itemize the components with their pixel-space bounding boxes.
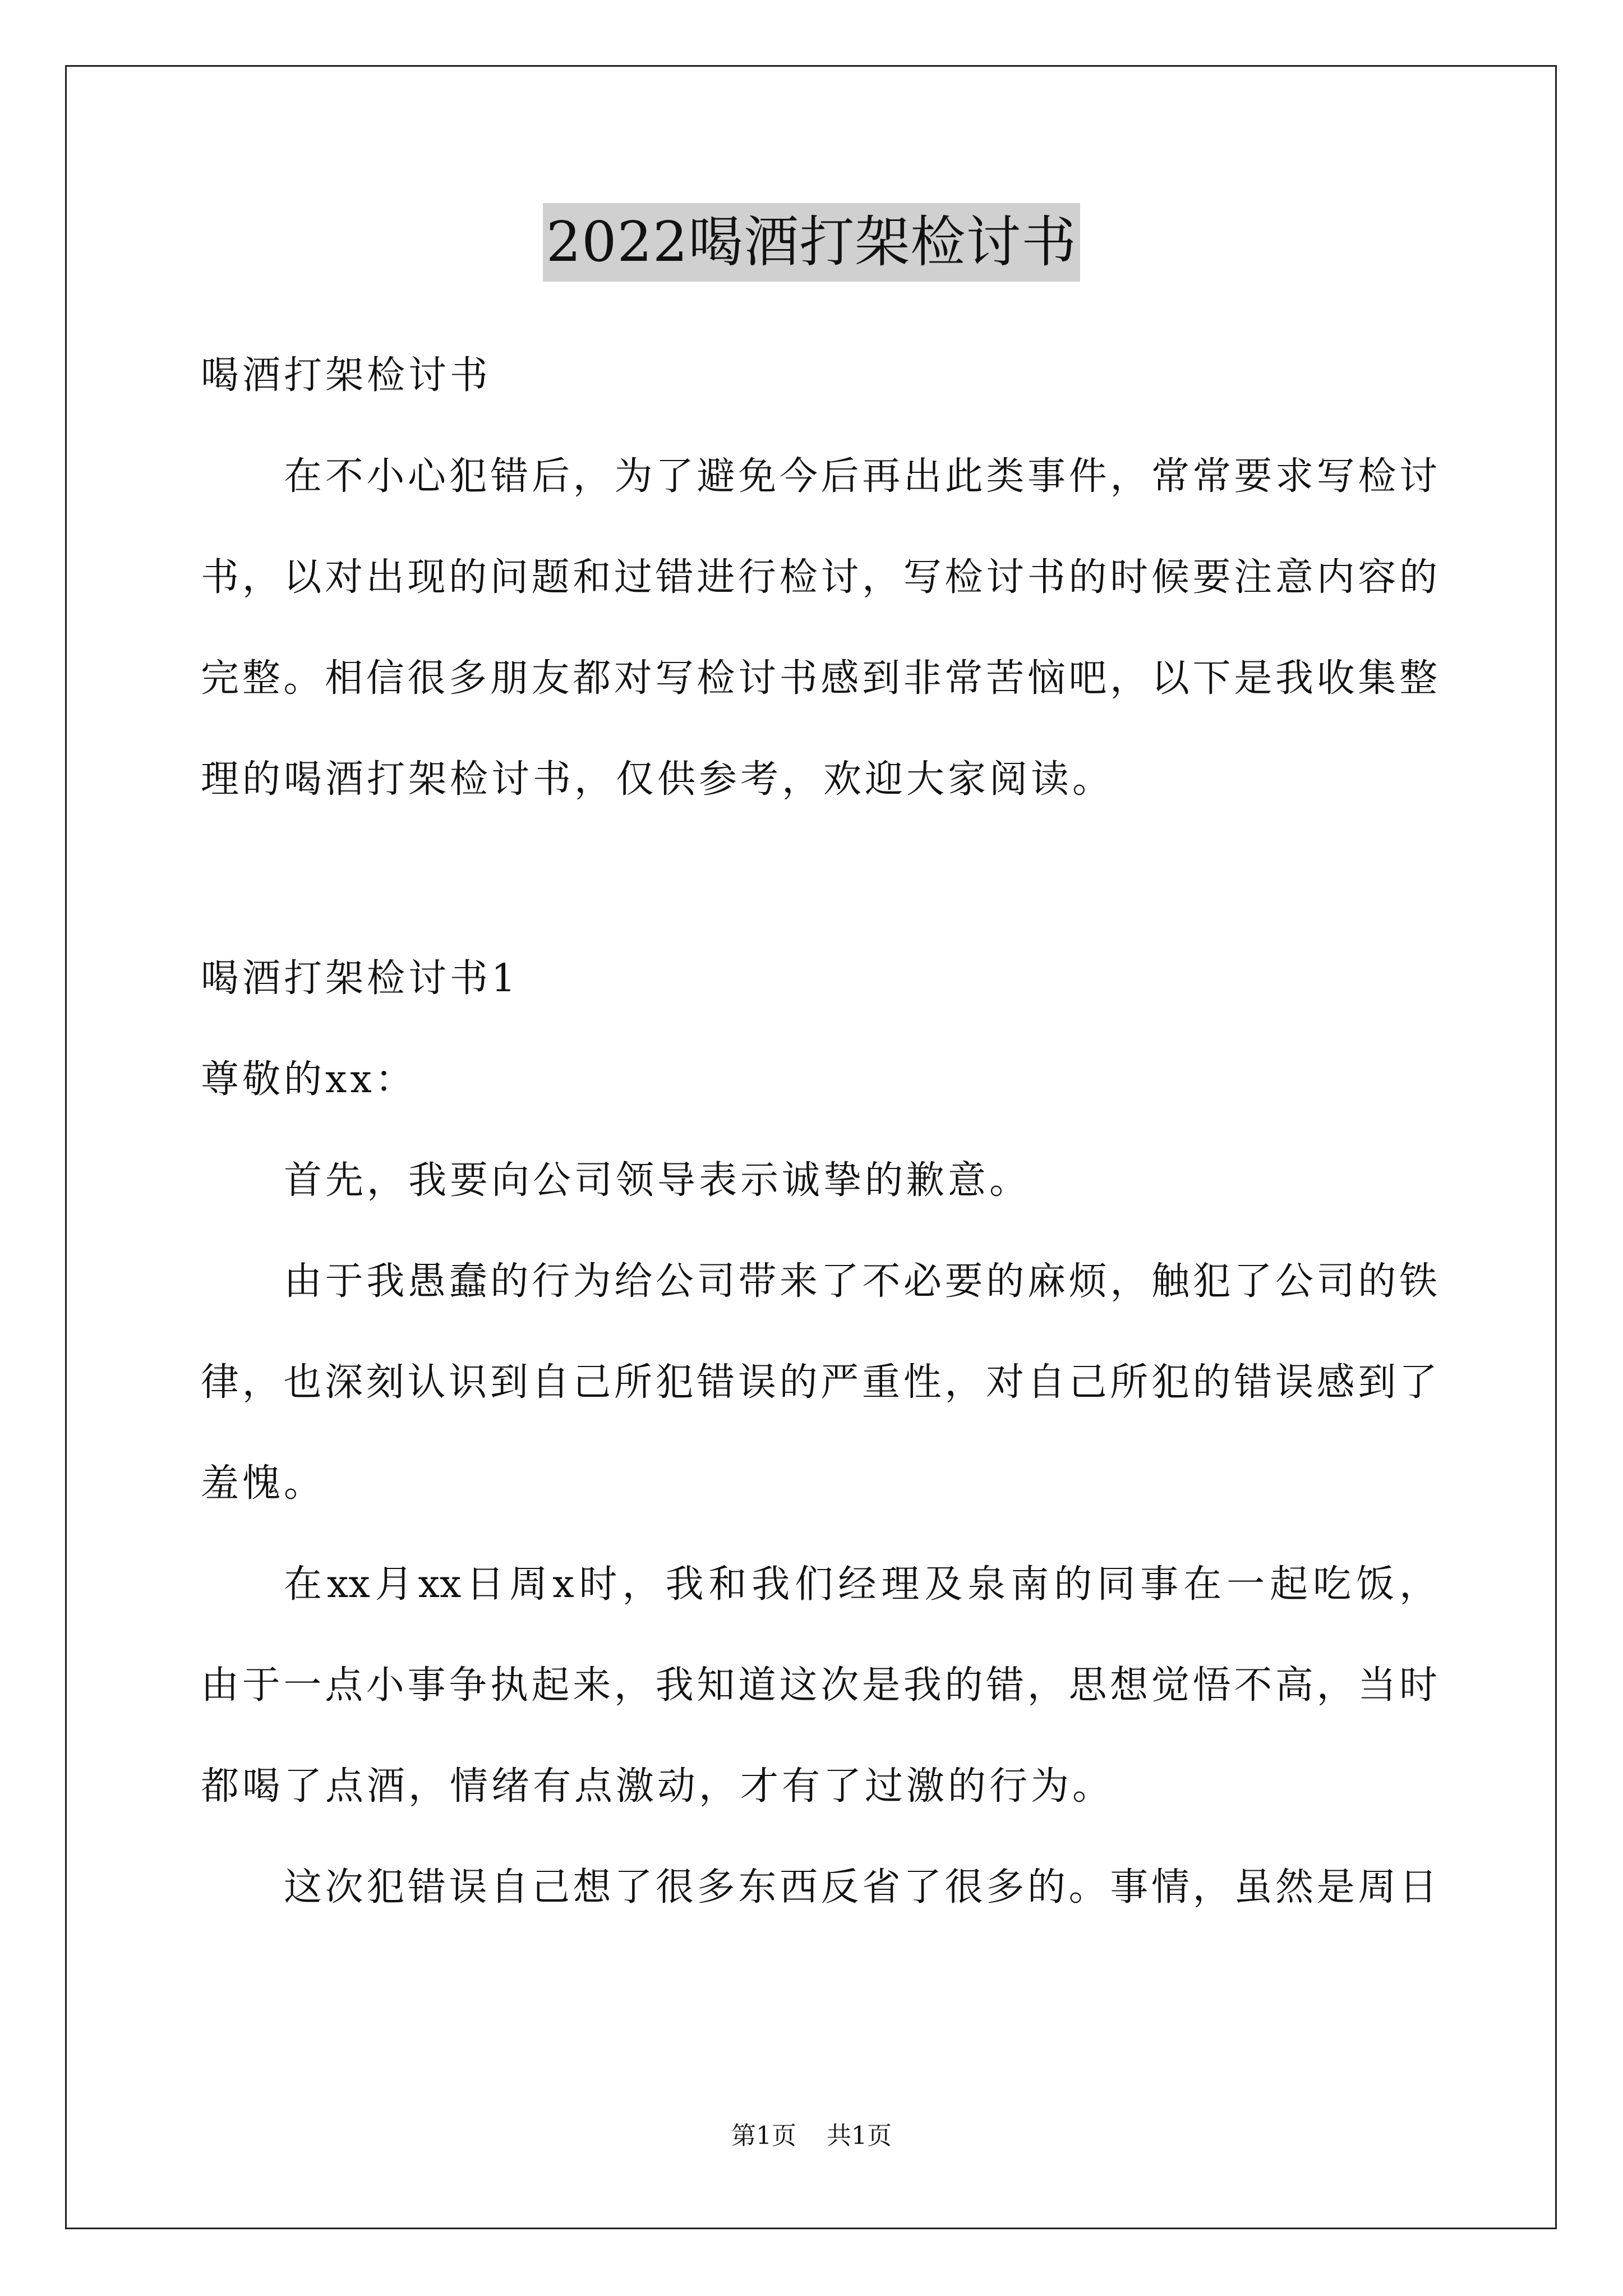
paragraph-line: 完整。相信很多朋友都对写检讨书感到非常苦恼吧，以下是我收集整 <box>201 656 1437 701</box>
section-heading: 喝酒打架检讨书1 <box>201 956 519 1001</box>
paragraph-line: 在xx月xx日周x时，我和我们经理及泉南的同事在一起吃饭， <box>284 1562 1437 1607</box>
salutation: 尊敬的xx： <box>201 1057 417 1102</box>
paragraph-line: 都喝了点酒，情绪有点激动，才有了过激的行为。 <box>201 1764 1114 1809</box>
title-wrap <box>0 203 1623 282</box>
intro-heading: 喝酒打架检讨书 <box>201 353 492 398</box>
paragraph-line: 由于一点小事争执起来，我知道这次是我的错，思想觉悟不高，当时 <box>201 1663 1437 1708</box>
page-total: 共1页 <box>827 2122 892 2150</box>
paragraph-line: 这次犯错误自己想了很多东西反省了很多的。事情，虽然是周日 <box>284 1865 1437 1910</box>
paragraph-line: 在不小心犯错后，为了避免今后再出此类事件，常常要求写检讨 <box>284 454 1437 499</box>
paragraph-line: 理的喝酒打架检讨书，仅供参考，欢迎大家阅读。 <box>201 757 1114 802</box>
document-title: 2022喝酒打架检讨书 <box>543 203 1080 282</box>
paragraph-line: 由于我愚蠢的行为给公司带来了不必要的麻烦，触犯了公司的铁 <box>284 1259 1437 1304</box>
page-footer <box>0 2119 1623 2153</box>
paragraph-line: 羞愧。 <box>201 1461 326 1506</box>
paragraph-line: 书，以对出现的问题和过错进行检讨，写检讨书的时候要注意内容的 <box>201 555 1437 600</box>
page-number: 第1页 <box>731 2122 796 2150</box>
paragraph-line: 首先，我要向公司领导表示诚挚的歉意。 <box>284 1158 1031 1203</box>
paragraph-line: 律，也深刻认识到自己所犯错误的严重性，对自己所犯的错误感到了 <box>201 1360 1437 1405</box>
